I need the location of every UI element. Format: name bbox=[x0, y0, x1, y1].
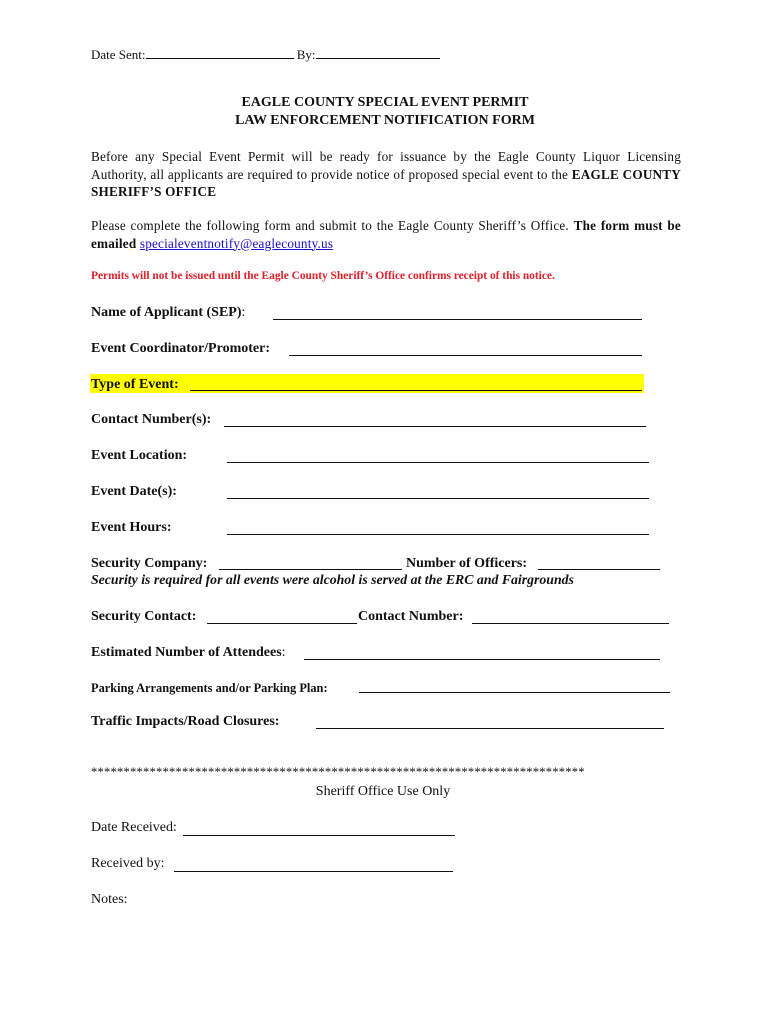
email-link[interactable]: specialeventnotify@eaglecounty.us bbox=[139, 235, 334, 251]
attendees-label bbox=[91, 644, 286, 662]
hours-field[interactable] bbox=[227, 534, 649, 535]
applicant-label bbox=[91, 304, 245, 322]
form-title-line1: EAGLE COUNTY SPECIAL EVENT PERMIT bbox=[241, 95, 529, 110]
type-label: Type of Event: bbox=[91, 377, 179, 392]
applicant-label-text: Name of Applicant (SEP) bbox=[91, 305, 242, 320]
security-contact-label: Security Contact: bbox=[91, 609, 197, 624]
received-by-field[interactable] bbox=[174, 871, 453, 872]
applicant-colon: : bbox=[241, 305, 246, 320]
form-title-line2: LAW ENFORCEMENT NOTIFICATION FORM bbox=[235, 113, 535, 128]
contact-numbers-label: Contact Number(s): bbox=[91, 412, 212, 427]
instructions-text: Please complete the following form and submit to the Eagle County Sheriff’s Office. bbox=[91, 218, 574, 233]
parking-label: Parking Arrangements and/or Parking Plan: bbox=[91, 681, 328, 695]
coordinator-label: Event Coordinator/Promoter: bbox=[91, 341, 270, 356]
date-sent-label: Date Sent: bbox=[91, 47, 146, 62]
warning-text: Permits will not be issued until the Eagle County Sheriff’s Office confirms receipt of this notice. bbox=[91, 270, 555, 282]
location-field[interactable] bbox=[227, 462, 649, 463]
parking-field[interactable] bbox=[359, 692, 670, 693]
by-label: By: bbox=[296, 47, 316, 62]
date-received-field[interactable] bbox=[183, 835, 455, 836]
instructions-paragraph bbox=[91, 217, 681, 252]
attendees-label-text: Estimated Number of Attendees bbox=[91, 645, 282, 660]
dates-field[interactable] bbox=[227, 498, 649, 499]
applicant-field[interactable] bbox=[273, 319, 642, 320]
location-label: Event Location: bbox=[91, 448, 188, 463]
type-field[interactable] bbox=[190, 390, 642, 391]
contact-number-field[interactable] bbox=[472, 623, 669, 624]
contact-number-label: Contact Number: bbox=[358, 609, 464, 624]
security-note: Security is required for all events were alcohol is served at the ERC and Fairgrounds bbox=[91, 572, 574, 587]
intro-paragraph bbox=[91, 148, 681, 201]
hours-label: Event Hours: bbox=[91, 520, 172, 535]
coordinator-field[interactable] bbox=[289, 355, 642, 356]
security-company-label: Security Company: bbox=[91, 556, 208, 571]
intro-bold: EAGLE COUNTY SHERIFF’S OFFICE bbox=[91, 166, 681, 199]
dates-label: Event Date(s): bbox=[91, 484, 177, 499]
date-sent-field[interactable] bbox=[146, 57, 294, 59]
separator-stars: **************************************************************************** bbox=[91, 765, 585, 779]
intro-text: Before any Special Event Permit will be ready for issuance by the Eagle County Liquor Licensing Authority, all applicants are required to provide notice of proposed special event to the bbox=[91, 149, 681, 182]
received-by-label: Received by: bbox=[91, 856, 165, 871]
attendees-colon: : bbox=[281, 645, 286, 660]
by-field[interactable] bbox=[316, 57, 440, 59]
date-sent-row bbox=[91, 47, 440, 63]
traffic-field[interactable] bbox=[316, 728, 664, 729]
instructions-bold: The form must be emailed bbox=[91, 218, 681, 251]
traffic-label: Traffic Impacts/Road Closures: bbox=[91, 714, 280, 729]
attendees-field[interactable] bbox=[304, 659, 660, 660]
officers-field[interactable] bbox=[538, 569, 660, 570]
contact-numbers-field[interactable] bbox=[224, 426, 646, 427]
security-company-field[interactable] bbox=[219, 569, 402, 570]
security-contact-field[interactable] bbox=[207, 623, 357, 624]
officers-label: Number of Officers: bbox=[406, 556, 528, 571]
date-received-label: Date Received: bbox=[91, 820, 177, 835]
office-use-heading: Sheriff Office Use Only bbox=[315, 784, 451, 799]
notes-label: Notes: bbox=[91, 892, 128, 907]
